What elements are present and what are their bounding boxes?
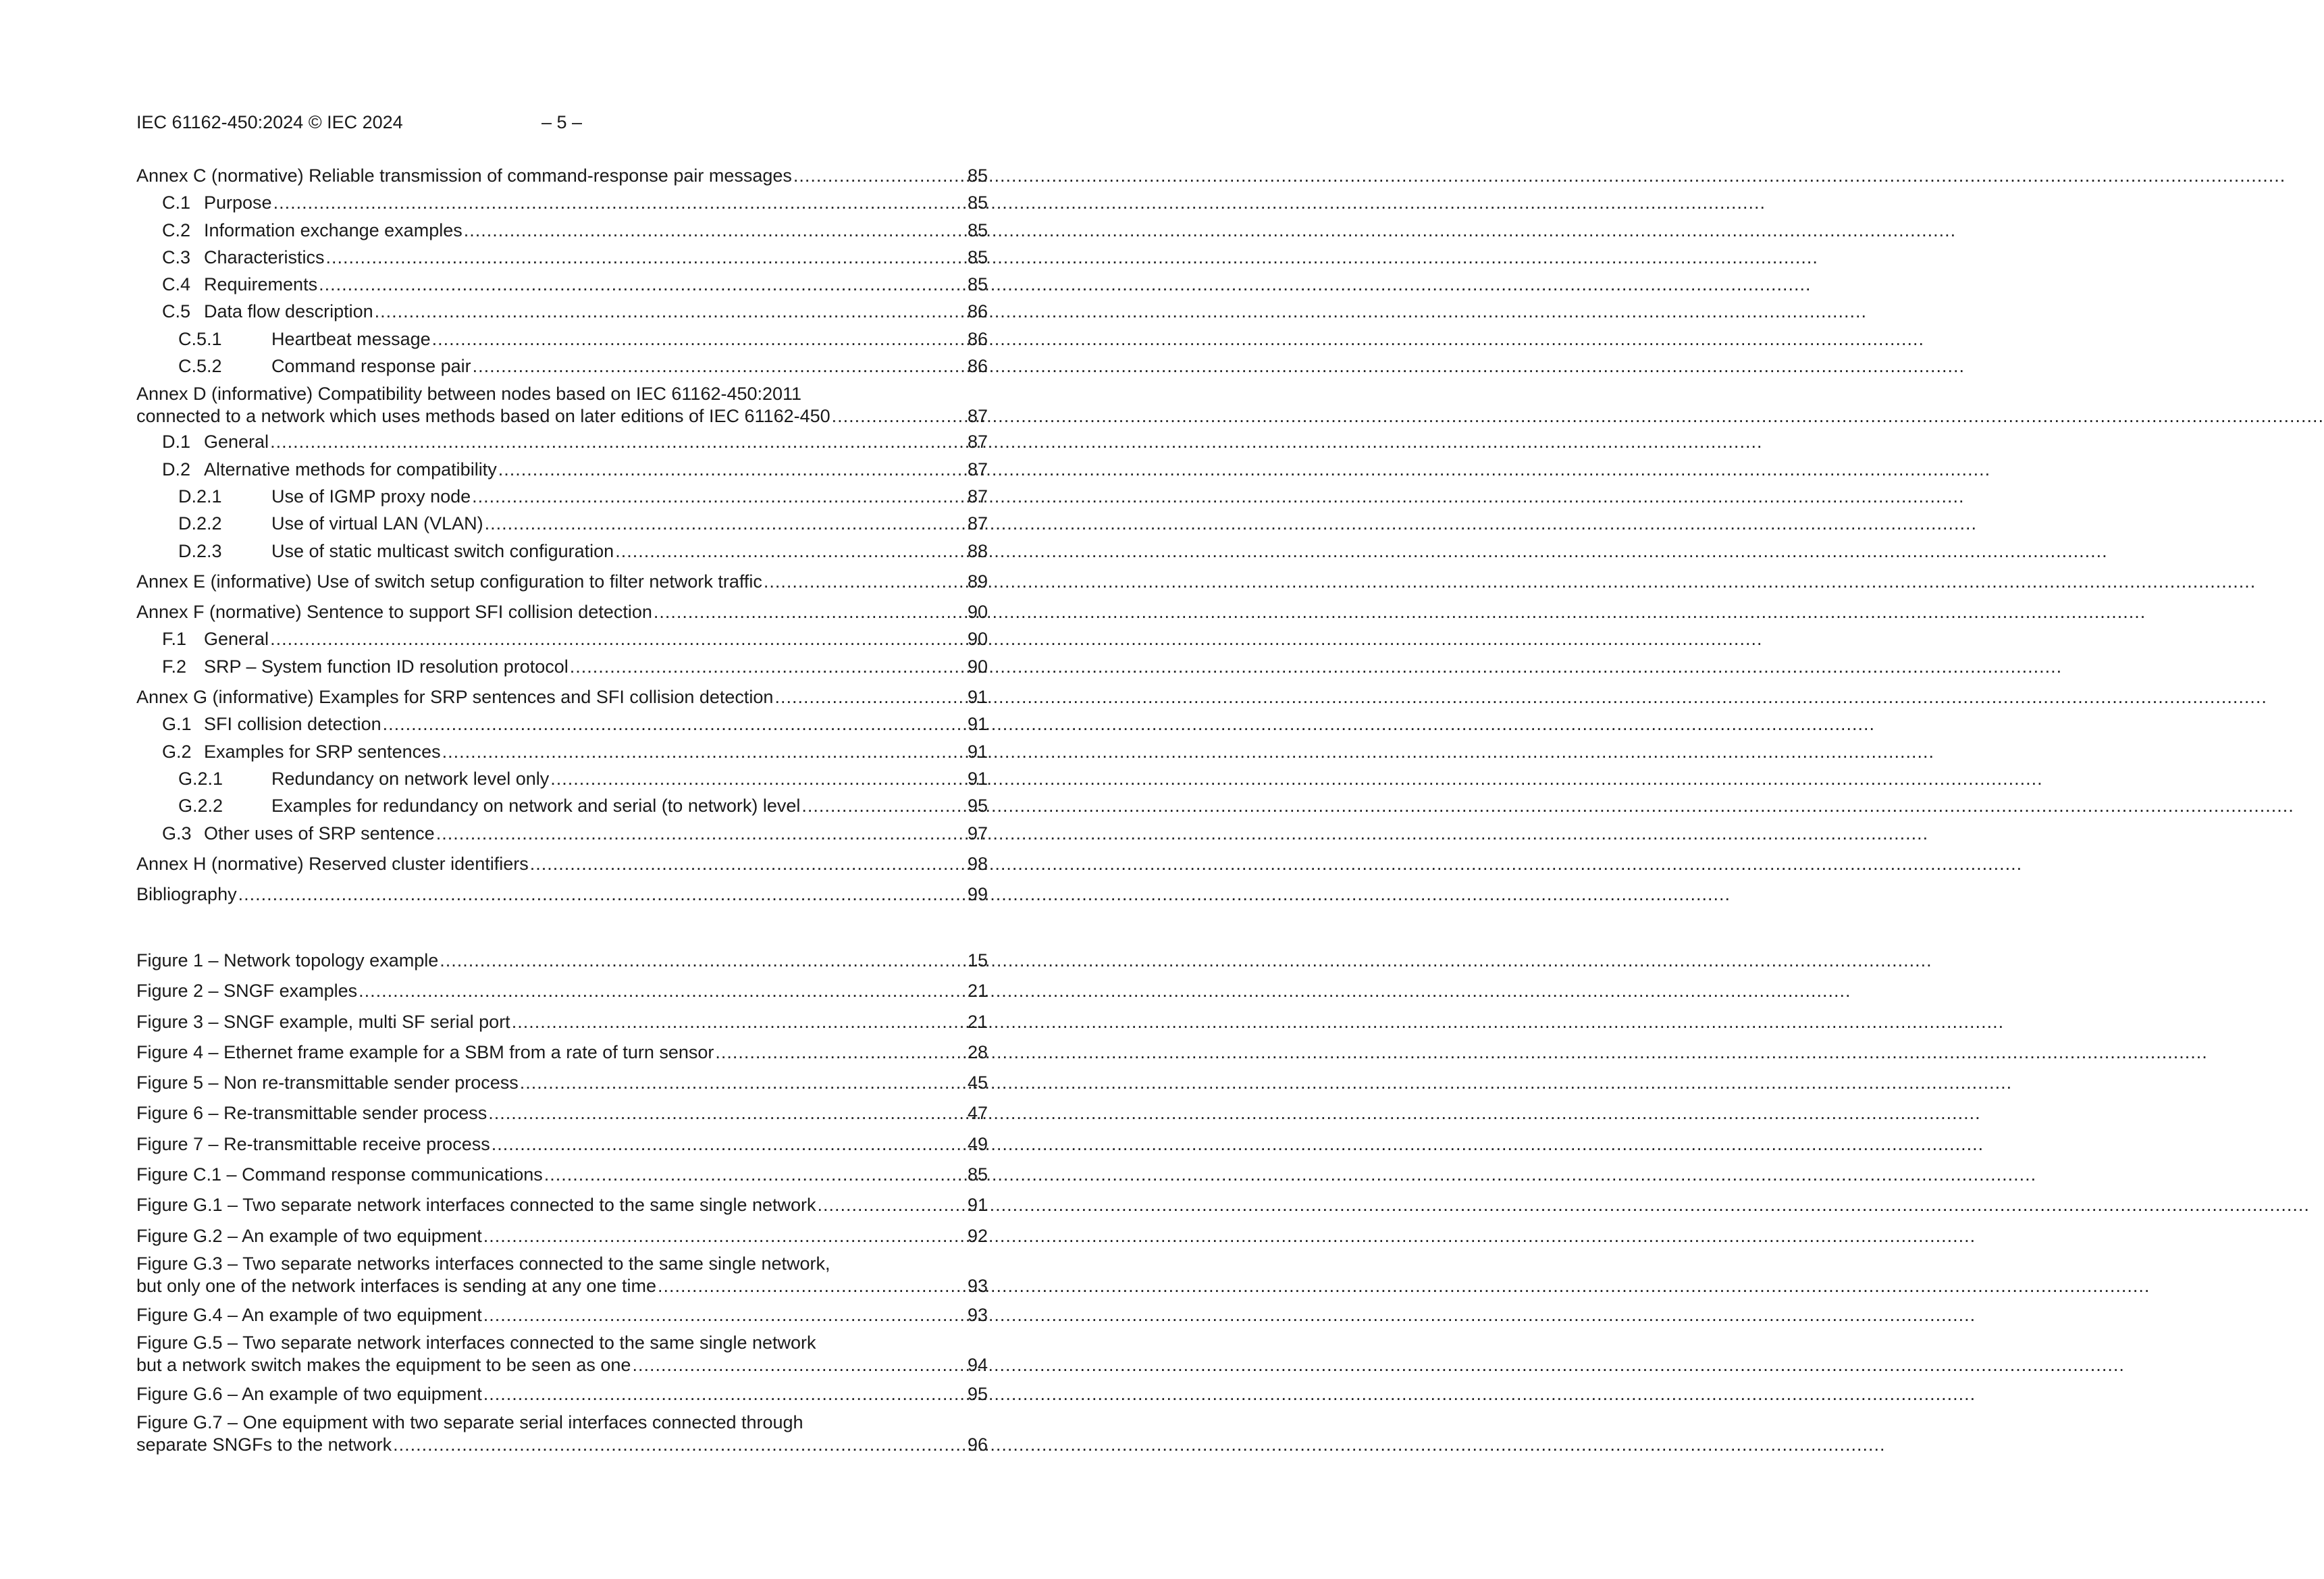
entry-page-number: 87 [967,432,988,452]
entry-title: Figure G.4 – An example of two equipment [136,1304,482,1325]
leader-dots [383,710,966,737]
leader-dots [472,483,966,510]
entry-number: G.2.2 [178,796,223,817]
entry-page-number: 90 [967,629,988,650]
leader-dots [801,792,966,819]
toc-entry[interactable] [136,683,988,710]
entry-page-number: 99 [967,884,988,905]
toc-entry[interactable] [136,162,988,189]
leader-dots [440,947,966,974]
entry-number: C.3 [162,247,191,267]
toc-entry[interactable] [136,850,988,877]
figure-entry[interactable] [136,1353,988,1377]
leader-dots [483,1222,966,1249]
leader-dots [715,1039,966,1066]
entry-page-number: 97 [967,823,988,844]
leader-dots [632,1353,966,1377]
leader-dots [654,598,966,625]
entry-page-number: 85 [967,219,988,240]
entry-page-number: 28 [967,1041,988,1062]
figure-entry[interactable] [136,1274,988,1298]
figure-entry[interactable] [136,1069,988,1096]
leader-dots [550,765,966,792]
entry-title-continued: separate SNGFs to the network [136,1434,392,1455]
leader-dots [483,1380,966,1407]
toc-entry[interactable] [136,353,988,380]
entry-title: Other uses of SRP sentence [204,823,435,844]
figure-entry[interactable] [136,947,988,974]
toc-entry[interactable] [136,538,988,565]
entry-page-number: 88 [967,540,988,561]
entry-page-number: 95 [967,796,988,817]
leader-dots [270,428,966,455]
entry-page-number: 92 [967,1225,988,1246]
entry-page-number: 45 [967,1072,988,1093]
toc-entry[interactable] [136,568,988,595]
entry-number: G.2 [162,741,192,762]
leader-dots [658,1274,966,1298]
leader-dots [485,510,966,537]
toc-entry[interactable] [136,483,988,510]
entry-page-number: 91 [967,768,988,789]
table-of-contents [136,162,988,908]
figure-entry[interactable] [136,1191,988,1218]
entry-title: Annex H (normative) Reserved cluster identifiers [136,853,529,874]
entry-title: Annex G (informative) Examples for SRP sentences and SFI collision detection [136,687,774,708]
entry-title: Figure 5 – Non re-transmittable sender process [136,1072,519,1093]
entry-page-number: 91 [967,1195,988,1216]
leader-dots [270,625,966,652]
leader-dots [359,977,966,1004]
leader-dots [544,1161,966,1188]
toc-entry[interactable] [136,510,988,537]
leader-dots [273,189,966,216]
entry-title: Alternative methods for compatibility [204,459,497,480]
entry-title: Use of virtual LAN (VLAN) [271,513,483,534]
entry-number: C.5.1 [178,328,222,349]
toc-entry[interactable] [136,598,988,625]
entry-title: Figure 1 – Network topology example [136,950,439,970]
leader-dots [530,850,966,877]
entry-page-number: 21 [967,1011,988,1032]
entry-title: Examples for SRP sentences [204,741,441,762]
leader-dots [393,1433,966,1457]
entry-number: G.1 [162,714,192,735]
figure-entry[interactable] [136,1039,988,1066]
entry-title: Figure 7 – Re-transmittable receive process [136,1133,490,1154]
entry-page-number: 49 [967,1133,988,1154]
leader-dots [442,738,966,765]
entry-title: Figure G.6 – An example of two equipment [136,1384,482,1405]
figure-entry[interactable] [136,1131,988,1158]
entry-page-number: 47 [967,1103,988,1124]
document-id: IEC 61162-450:2024 © IEC 2024 [136,112,403,132]
entry-page-number: 86 [967,301,988,322]
entry-page-number: 91 [967,714,988,735]
entry-page-number: 91 [967,741,988,762]
entry-title: SFI collision detection [204,714,381,735]
toc-entry[interactable] [136,625,988,652]
figure-entry[interactable] [136,1099,988,1127]
figure-entry-line1[interactable] [136,1253,988,1274]
figure-entry[interactable] [136,1161,988,1188]
entry-page-number: 85 [967,247,988,267]
leader-dots [436,820,966,847]
entry-number: D.2.3 [178,540,222,561]
entry-number: D.1 [162,432,191,452]
entry-page-number: 93 [967,1304,988,1325]
entry-title: Annex D (informative) Compatibility between nodes based on IEC 61162-450:2011 [136,384,802,405]
leader-dots [319,271,966,298]
entry-number: G.3 [162,823,192,844]
entry-page-number: 85 [967,1164,988,1185]
leader-dots [520,1069,966,1096]
leader-dots [570,653,966,680]
entry-page-number: 96 [967,1434,988,1455]
toc-entry[interactable] [136,738,988,765]
entry-page-number: 21 [967,981,988,1002]
entry-title-continued: but only one of the network interfaces is sending at any one time [136,1275,656,1296]
leader-dots [238,881,966,908]
list-of-figures [136,947,988,1457]
figure-entry[interactable] [136,1433,988,1457]
toc-entry[interactable] [136,326,988,353]
entry-title: Figure 6 – Re-transmittable sender process [136,1103,487,1124]
leader-dots [432,326,966,353]
figure-entry[interactable] [136,977,988,1004]
entry-title: Annex C (normative) Reliable transmission of command-response pair messages [136,165,792,186]
leader-dots [375,298,966,325]
leader-dots [615,538,966,565]
toc-entry[interactable] [136,189,988,216]
entry-page-number: 87 [967,486,988,507]
entry-page-number: 90 [967,656,988,677]
entry-number: D.2.2 [178,513,222,534]
toc-entry[interactable] [136,428,988,455]
entry-page-number: 95 [967,1384,988,1405]
entry-page-number: 98 [967,853,988,874]
toc-entry[interactable] [136,271,988,298]
figure-entry[interactable] [136,1380,988,1407]
entry-title: Annex F (normative) Sentence to support SFI collision detection [136,602,652,623]
leader-dots [793,162,966,189]
toc-entry[interactable] [136,456,988,483]
entry-page-number: 87 [967,513,988,534]
toc-entry[interactable] [136,881,988,908]
entry-title: Command response pair [271,356,471,377]
entry-title: Purpose [204,192,272,213]
entry-number: C.5.2 [178,356,222,377]
entry-title: Use of IGMP proxy node [271,486,471,507]
entry-page-number: 87 [967,406,988,427]
toc-entry[interactable] [136,653,988,680]
entry-page-number: 86 [967,356,988,377]
page-number: – 5 – [542,112,583,132]
entry-number: D.2 [162,459,191,480]
leader-dots [512,1008,966,1035]
leader-dots [488,1099,966,1127]
leader-dots [473,353,966,380]
entry-page-number: 85 [967,165,988,186]
leader-dots [832,405,966,428]
toc-entry[interactable] [136,792,988,819]
entry-title: SRP – System function ID resolution protocol [204,656,569,677]
entry-title: Figure G.1 – Two separate network interfaces connected to the same single network [136,1195,816,1216]
entry-page-number: 85 [967,274,988,295]
entry-page-number: 86 [967,328,988,349]
entry-title: General [204,432,269,452]
entry-page-number: 15 [967,950,988,970]
entry-page-number: 87 [967,459,988,480]
entry-page-number: 93 [967,1275,988,1296]
figure-entry-line1[interactable] [136,1332,988,1353]
entry-number: G.2.1 [178,768,223,789]
entry-page-number: 85 [967,192,988,213]
entry-title: Figure C.1 – Command response communications [136,1164,543,1185]
entry-number: C.2 [162,219,191,240]
entry-title: Annex E (informative) Use of switch setup configuration to filter network traffic [136,571,762,592]
entry-title: Information exchange examples [204,219,463,240]
leader-dots [483,1301,966,1328]
entry-title: Figure G.2 – An example of two equipment [136,1225,482,1246]
page-header [136,110,987,134]
entry-number: C.5 [162,301,191,322]
toc-entry[interactable] [136,405,988,428]
leader-dots [464,217,966,244]
entry-number: D.2.1 [178,486,222,507]
entry-title: Characteristics [204,247,325,267]
figure-entry[interactable] [136,1301,988,1328]
entry-title: Bibliography [136,884,237,905]
figure-entry-line1[interactable] [136,1412,988,1433]
leader-dots [492,1131,966,1158]
entry-title: Figure 2 – SNGF examples [136,981,358,1002]
entry-title: Use of static multicast switch configuration [271,540,614,561]
entry-title-continued: connected to a network which uses methods based on later editions of IEC 61162-450 [136,406,830,427]
entry-page-number: 91 [967,687,988,708]
leader-dots [326,244,966,271]
toc-entry[interactable] [136,298,988,325]
figure-entry[interactable] [136,1222,988,1249]
entry-title: Requirements [204,274,318,295]
entry-number: F.1 [162,629,187,650]
entry-page-number: 89 [967,571,988,592]
entry-title: Figure G.7 – One equipment with two separate serial interfaces connected through [136,1412,803,1432]
entry-number: F.2 [162,656,187,677]
leader-dots [498,456,966,483]
entry-title: Data flow description [204,301,373,322]
entry-title: Redundancy on network level only [271,768,550,789]
toc-entry[interactable] [136,244,988,271]
document-page [0,0,1116,1579]
entry-number: C.4 [162,274,191,295]
entry-page-number: 94 [967,1355,988,1376]
toc-entry-line1[interactable] [136,383,988,405]
toc-entry[interactable] [136,765,988,792]
entry-page-number: 90 [967,602,988,623]
entry-title: Figure 4 – Ethernet frame example for a SBM from a rate of turn sensor [136,1041,714,1062]
toc-entry[interactable] [136,217,988,244]
figure-entry[interactable] [136,1008,988,1035]
toc-entry[interactable] [136,820,988,847]
entry-title-continued: but a network switch makes the equipment to be seen as one [136,1355,631,1376]
entry-title: Examples for redundancy on network and serial (to network) level [271,796,801,817]
toc-entry[interactable] [136,710,988,737]
entry-title: Figure G.3 – Two separate networks interfaces connected to the same single network, [136,1253,830,1274]
entry-title: Figure 3 – SNGF example, multi SF serial port [136,1011,510,1032]
leader-dots [774,683,966,710]
entry-title: Figure G.5 – Two separate network interfaces connected to the same single network [136,1332,816,1353]
leader-dots [818,1191,966,1218]
entry-title: General [204,629,269,650]
leader-dots [764,568,966,595]
entry-title: Heartbeat message [271,328,431,349]
entry-number: C.1 [162,192,191,213]
